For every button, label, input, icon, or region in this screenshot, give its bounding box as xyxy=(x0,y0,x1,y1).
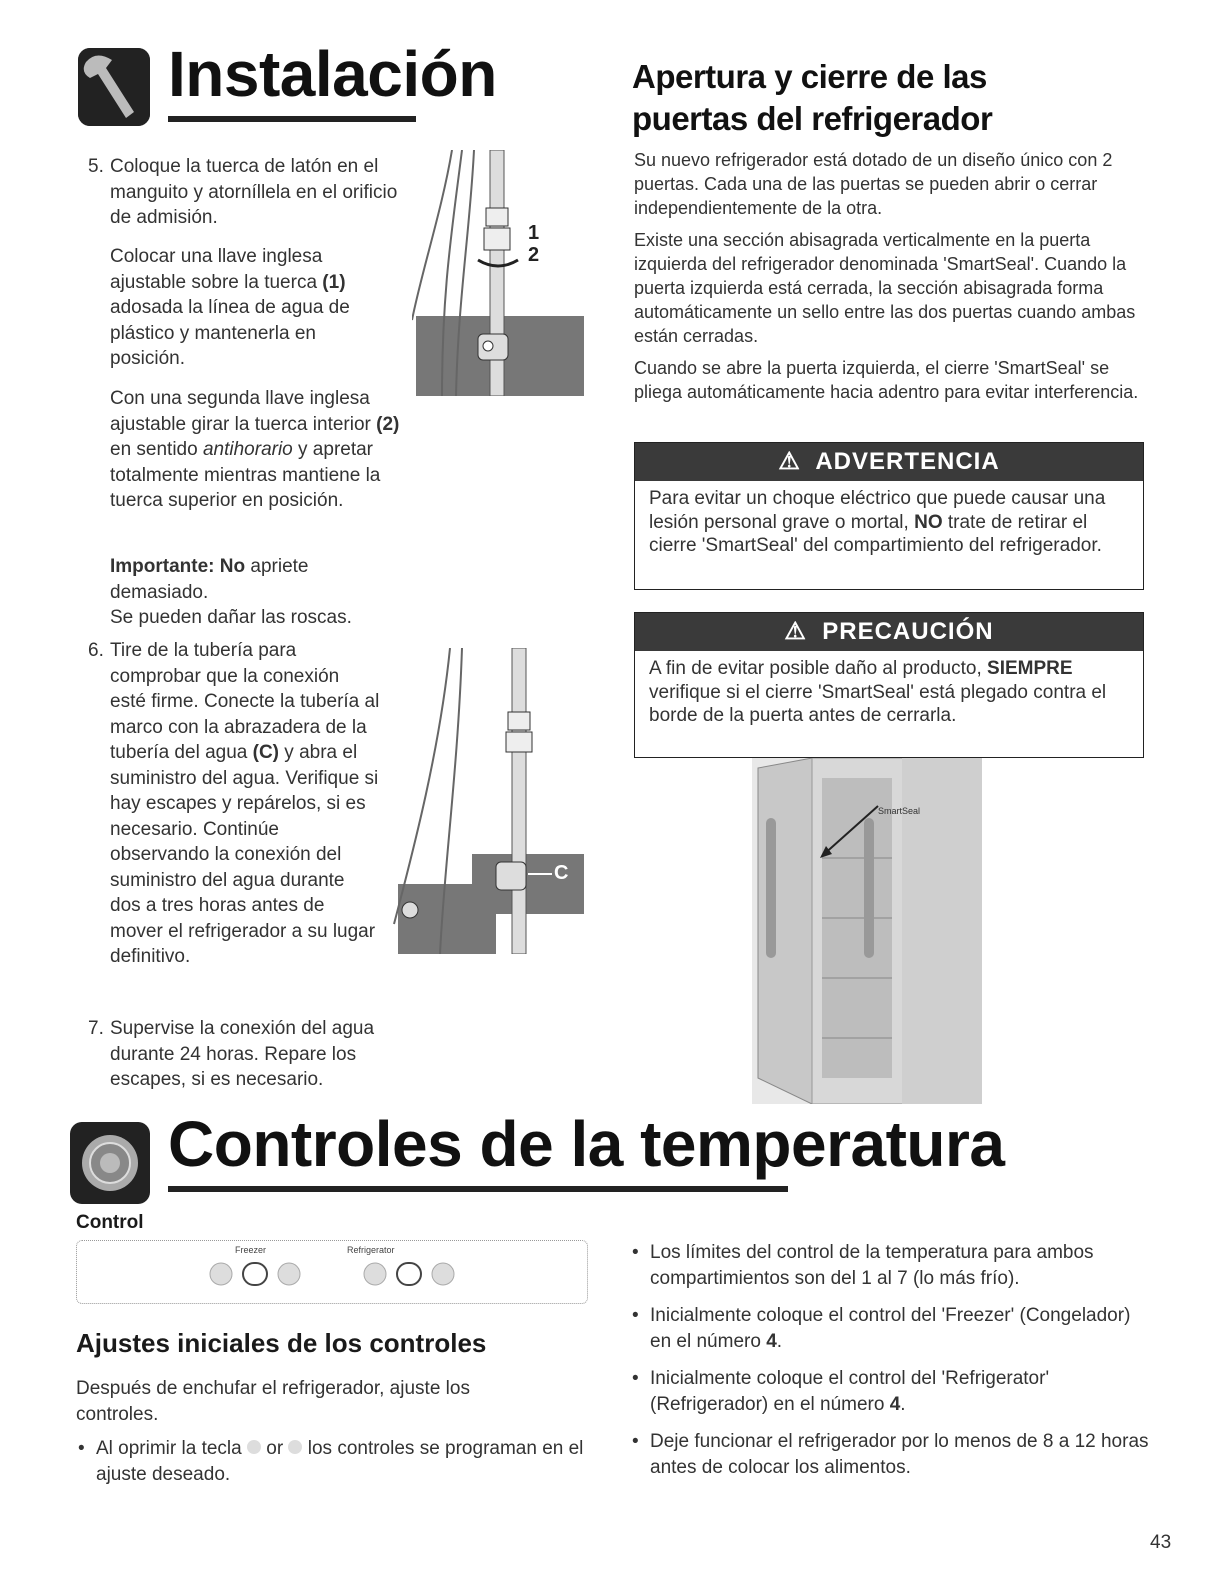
apertura-title-line2: puertas del refrigerador xyxy=(632,100,993,137)
caution-text xyxy=(635,651,1143,736)
refrigerator-dial-controls xyxy=(361,1259,457,1294)
figure-clamp-connection xyxy=(384,648,584,954)
ajustes-bullet-1 xyxy=(76,1436,596,1499)
warning-text xyxy=(635,481,1143,566)
important-no: No xyxy=(219,556,246,577)
important-text: apriete demasiado. xyxy=(110,556,309,603)
key-warmer-icon xyxy=(247,1440,261,1454)
caution-bar xyxy=(635,613,1143,651)
instalacion-rule xyxy=(168,116,416,122)
ajustes-bullet-item xyxy=(76,1436,596,1487)
bullet-freezer-pre: Inicialmente coloque el control del 'Freezer' (Congelador) en el número xyxy=(650,1305,1131,1352)
bullet-refrigerator-bold: 4 xyxy=(889,1393,901,1415)
caution-text-post: verifique si el cierre 'SmartSeal' está plegado contra el borde de la puerta antes de cerrarla. xyxy=(649,681,1107,726)
apertura-title-line1: Apertura y cierre de las xyxy=(632,58,987,95)
step-5-p3 xyxy=(110,386,402,514)
warning-text-post: trate de retirar el cierre 'SmartSeal' del compartimiento del refrigerador. xyxy=(649,511,1102,556)
step-6-pre: Tire de la tubería para comprobar que la conexión esté firme. Conecte la tubería al marco con la abrazadera de la tubería del agua xyxy=(110,640,380,763)
bullet-refrigerator xyxy=(630,1366,1150,1417)
bullet1-b: los controles se programan en el ajuste deseado. xyxy=(96,1438,584,1485)
controles-right-bullets xyxy=(630,1240,1150,1492)
caution-triangle-icon: ⚠ xyxy=(784,618,807,645)
bullet-refrigerator-pre: Inicialmente coloque el control del 'Refrigerator' (Refrigerador) en el número xyxy=(650,1368,1050,1415)
step-6-number: 6. xyxy=(88,640,104,661)
figure2-label-c: C xyxy=(554,862,569,884)
bullet-freezer xyxy=(630,1303,1150,1354)
dial-badge-icon xyxy=(70,1122,150,1204)
step-5-important xyxy=(110,554,370,631)
caution-text-pre: A fin de evitar posible daño al producto, xyxy=(649,658,988,679)
step-7-number: 7. xyxy=(88,1018,104,1039)
caution-box xyxy=(634,612,1144,758)
freezer-dial-controls xyxy=(207,1259,303,1294)
ajustes-intro: Después de enchufar el refrigerador, ajuste los controles. xyxy=(76,1378,470,1425)
important-label: Importante: xyxy=(110,556,220,577)
controles-title: Controles de la temperatura xyxy=(168,1108,1005,1180)
instalacion-title: Instalación xyxy=(168,38,497,110)
step-5-p2-post: adosada la línea de agua de plástico y mantenerla en posición. xyxy=(110,297,350,369)
apertura-p1: Su nuevo refrigerador está dotado de un diseño único con 2 puertas. Cada una de las puertas se pueden abrir o cerrar independientemente de la otra. xyxy=(634,150,1113,218)
bullet-wait xyxy=(630,1429,1150,1480)
ref-c: (C) xyxy=(252,742,280,763)
control-panel xyxy=(76,1240,588,1304)
bullet-limits xyxy=(630,1240,1150,1291)
step-5-p3-mid: en sentido xyxy=(110,439,203,460)
apertura-title xyxy=(632,56,1152,140)
bullet-freezer-post: . xyxy=(776,1330,783,1352)
figure1-label-2: 2 xyxy=(528,244,540,266)
step-7-text: Supervise la conexión del agua durante 24 horas. Repare los escapes, si es necesario. xyxy=(110,1018,375,1090)
step-5-p2-pre: Colocar una llave inglesa ajustable sobre la tuerca xyxy=(110,246,323,293)
caution-title: PRECAUCIÓN xyxy=(822,618,994,645)
step-7 xyxy=(88,1016,410,1093)
apertura-p3: Cuando se abre la puerta izquierda, el cierre 'SmartSeal' se pliega automáticamente hacia adentro para evitar interferencia. xyxy=(634,358,1139,402)
bullet1-a: Al oprimir la tecla xyxy=(96,1438,242,1459)
panel-refrigerator-label: Refrigerator xyxy=(347,1245,395,1255)
figure-smartseal-refrigerator xyxy=(752,758,982,1104)
step-6 xyxy=(88,638,380,970)
caution-text-bold: SIEMPRE xyxy=(987,658,1073,679)
figure1-label-1: 1 xyxy=(528,222,540,244)
warning-triangle-icon: ⚠ xyxy=(778,448,801,475)
warning-text-bold: NO xyxy=(914,511,943,533)
warning-bar xyxy=(635,443,1143,481)
bullet-limits-text: Los límites del control de la temperatura para ambos compartimientos son del 1 al 7 (lo más frío). xyxy=(650,1242,1094,1289)
apertura-p2: Existe una sección abisagrada verticalmente en la puerta izquierda del refrigerador denominada 'SmartSeal'. Cuando la puerta izquierda está cerrada, la sección abisagrada forma automáticamente un sello entre las dos puertas cuando ambas están cerradas. xyxy=(634,230,1136,346)
important-line2: Se pueden dañar las roscas. xyxy=(110,607,352,628)
warning-title: ADVERTENCIA xyxy=(815,448,1000,475)
step-6-post: y abra el suministro del agua. Verifique si hay escapes y repárelos, si es necesario. Continúe observando la conexión del suministro del agua durante dos a tres horas antes de mover el refrigerador a su lugar definitivo. xyxy=(110,742,379,967)
bullet-refrigerator-post: . xyxy=(900,1393,906,1415)
step-5 xyxy=(88,154,410,231)
step-5-p2 xyxy=(110,244,390,372)
panel-freezer-label: Freezer xyxy=(235,1245,267,1255)
bullet1-or: or xyxy=(266,1438,284,1459)
ref-2: (2) xyxy=(376,413,400,435)
page-number: 43 xyxy=(1150,1532,1172,1553)
warning-text-pre: Para evitar un choque eléctrico que puede causar una lesión personal grave o mortal, xyxy=(649,488,1106,533)
controles-rule xyxy=(168,1186,788,1192)
ref-1: (1) xyxy=(322,271,346,293)
step-5-number: 5. xyxy=(88,156,104,177)
bullet-wait-text: Deje funcionar el refrigerador por lo menos de 8 a 12 horas antes de colocar los alimentos. xyxy=(650,1431,1149,1478)
smartseal-figure-label: SmartSeal xyxy=(878,806,921,816)
warning-box xyxy=(634,442,1144,590)
bullet-freezer-bold: 4 xyxy=(766,1330,777,1352)
key-colder-icon xyxy=(288,1440,302,1454)
step-5-p1: Coloque la tuerca de latón en el manguito y atorníllela en el orificio de admisión. xyxy=(110,156,398,228)
control-label: Control xyxy=(76,1212,144,1233)
ajustes-subheading: Ajustes iniciales de los controles xyxy=(76,1328,487,1358)
step-5-p3-pre: Con una segunda llave inglesa ajustable girar la tuerca interior xyxy=(110,388,377,435)
figure-nut-connection xyxy=(412,150,588,396)
wrench-badge-icon xyxy=(78,48,150,126)
step-5-p3-italic: antihorario xyxy=(202,439,293,460)
step-5-p3-post: y apretar totalmente mientras mantiene la tuerca superior en posición. xyxy=(110,439,381,511)
